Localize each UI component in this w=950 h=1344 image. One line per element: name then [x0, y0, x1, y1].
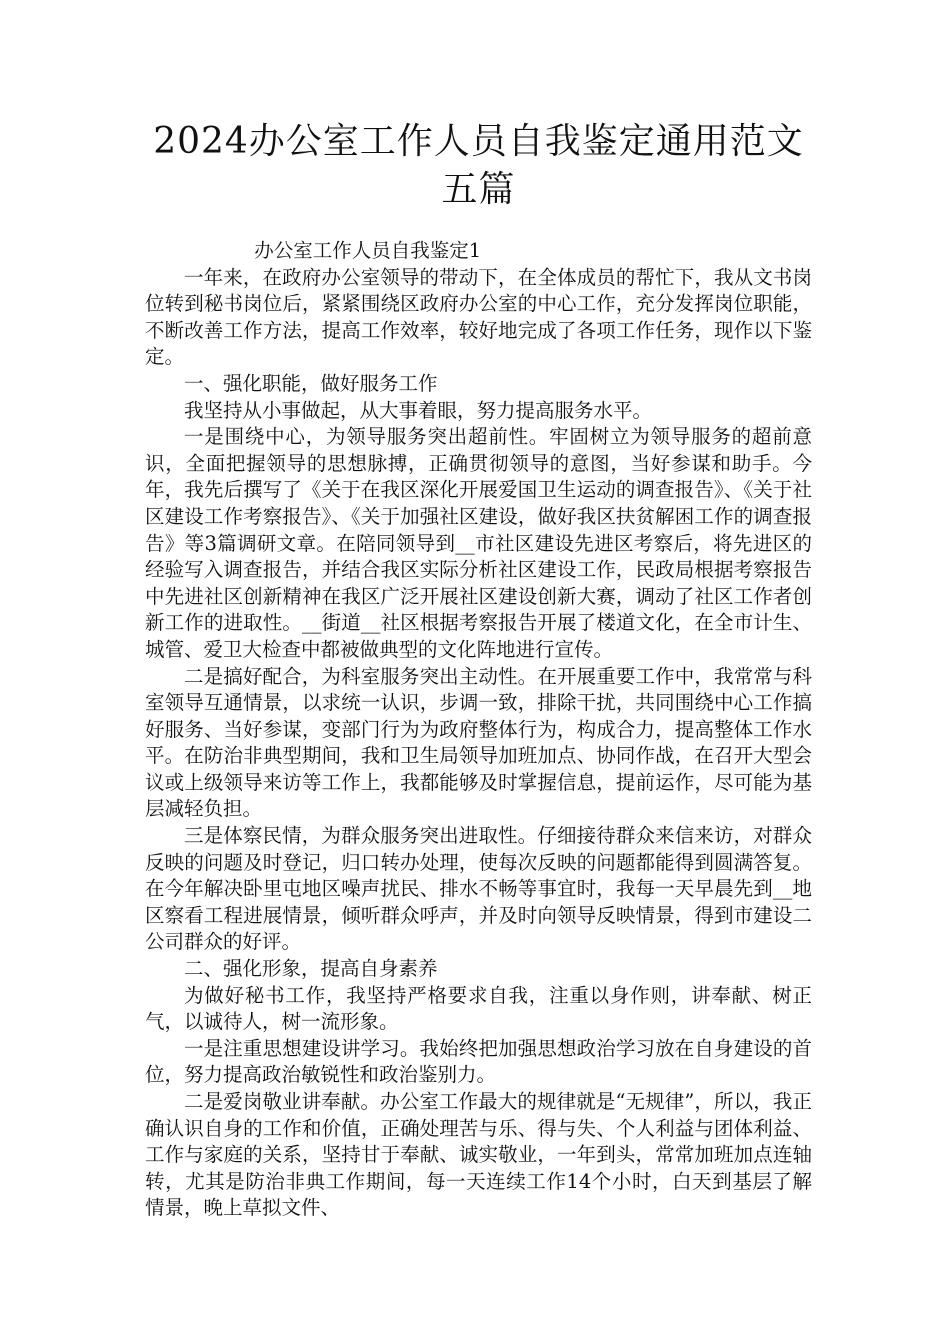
document-body: [145, 238, 812, 1222]
paragraph: 二是搞好配合，为科室服务突出主动性。在开展重要工作中，我常常与科室领导互通情景，以求统一认识，步调一致，排除干扰，共同围绕中心工作搞好服务、当好参谋，变部门行为为政府整体行为，构成合力，提高整体工作水平。在防治非典型期间，我和卫生局领导加班加点、协同作战，在召开大型会议或上级领导来访等工作上，我都能够及时掌握信息，提前运作，尽可能为基层减轻负担。: [145, 664, 812, 821]
paragraph: 三是体察民情，为群众服务突出进取性。仔细接待群众来信来访，对群众反映的问题及时登记，归口转办处理，使每次反映的问题都能得到圆满答复。在今年解决卧里屯地区噪声扰民、排水不畅等事宜时，我每一天早晨先到__地区察看工程进展情景，倾听群众呼声，并及时向领导反映情景，得到市建设二公司群众的好评。: [145, 824, 812, 954]
paragraph: 二是爱岗敬业讲奉献。办公室工作最大的规律就是“无规律”，所以，我正确认识自身的工作和价值，正确处理苦与乐、得与失、个人利益与团体利益、工作与家庭的关系，坚持甘于奉献、诚实敬业，一年到头，常常加班加点连轴转，尤其是防治非典工作期间，每一天连续工作14个小时，白天到基层了解情景，晚上草拟文件、: [145, 1090, 812, 1220]
paragraph: 为做好秘书工作，我坚持严格要求自我，注重以身作则，讲奉献、树正气，以诚待人，树一流形象。: [145, 983, 812, 1034]
section-heading: 二、强化形象，提高自身素养: [184, 957, 438, 981]
section-heading: 一、强化职能，做好服务工作: [184, 371, 438, 395]
paragraph: 一年来，在政府办公室领导的带动下，在全体成员的帮忙下，我从文书岗位转到秘书岗位后，紧紧围绕区政府办公室的中心工作，充分发挥岗位职能，不断改善工作方法，提高工作效率，较好地完成了各项工作任务，现作以下鉴定。: [145, 265, 812, 369]
document-title: 2024办公室工作人员自我鉴定通用范文五篇: [153, 121, 804, 210]
paragraph: 一是注重思想建设讲学习。我始终把加强思想政治学习放在自身建设的首位，努力提高政治敏锐性和政治鉴别力。: [145, 1036, 812, 1087]
section-subtitle: 办公室工作人员自我鉴定1: [254, 239, 482, 262]
paragraph: 我坚持从小事做起，从大事着眼，努力提高服务水平。: [184, 398, 653, 422]
paragraph: 一是围绕中心，为领导服务突出超前性。牢固树立为领导服务的超前意识，全面把握领导的思想脉搏，正确贯彻领导的意图，当好参谋和助手。今年，我先后撰写了《关于在我区深化开展爱国卫生运动的调查报告》、《关于社区建设工作考察报告》、《关于加强社区建设，做好我区扶贫解困工作的调查报告》等3篇调研文章。在陪同领导到__市社区建设先进区考察后，将先进区的经验写入调查报告，并结合我区实际分析社区建设工作，民政局根据考察报告中先进社区创新精神在我区广泛开展社区建设创新大赛，调动了社区工作者创新工作的进取性。__街道__社区根据考察报告开展了楼道文化，在全市计生、城管、爱卫大检查中都被做典型的文化阵地进行宣传。: [145, 425, 812, 661]
